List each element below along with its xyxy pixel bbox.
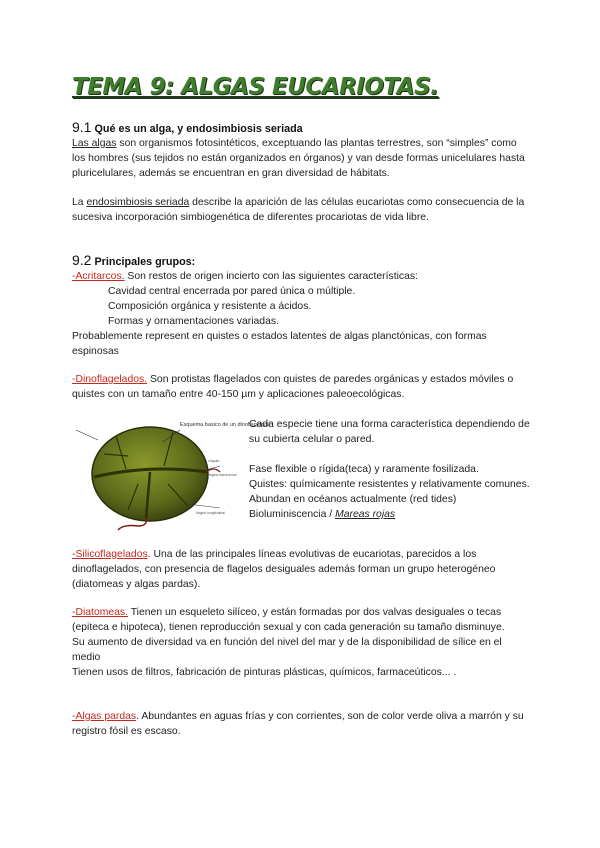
dinoflagelados-text: Son protistas flagelados con quistes de paredes orgánicas y estados móviles o quistes con un tamaño entre 40-150 µm y aplicaciones paleoecológicas. <box>72 374 514 400</box>
acritarcos-item: Composición orgánica y resistente a ácidos. <box>108 301 312 312</box>
term-dinoflagelados: -Dinoflagelados. <box>72 374 148 385</box>
dinoflagelados-features <box>249 417 539 522</box>
silicoflagelados-text: . Una de las principales líneas evolutivas de eucariotas, parecidos a los dinoflagelados, con presencia de flagelos desiguales además forman un grupo heterogéneo (diatomeas y algas pardas). <box>72 549 496 590</box>
section-number: 9.2 <box>72 252 92 268</box>
bioluminescence-text: Bioluminiscencia / <box>249 509 336 520</box>
acritarcos-block <box>72 269 532 359</box>
section-9-1-heading <box>72 119 303 135</box>
document-title: TEMA 9: ALGAS EUCARIOTAS. <box>72 74 439 100</box>
algas-pardas-text: . Abundantes en aguas frías y con corrientes, son de color verde oliva a marrón y su registro fósil es escaso. <box>72 711 524 737</box>
algae-definition-text: son organismos fotosintéticos, exceptuando las plantas terrestres, son “simples” como los hombres (sus tejidos no están organizados en órganos) y van desde formas unicelulares hasta pluricelulares, además se encuentran en gran diversidad de hábitats. <box>72 138 525 179</box>
feature-text: Quistes: químicamente resistentes y relativamente comunes. <box>249 479 530 490</box>
acritarcos-item: Cavidad central encerrada por pared única o múltiple. <box>108 286 356 297</box>
feature-text <box>249 507 539 522</box>
diatomeas-text: Tienen un esqueleto silíceo, y están formadas por dos valvas desiguales o tecas (epiteca e hipoteca), tienen reproducción sexual y con cada generación su tamaño disminuye. <box>72 607 505 633</box>
feature-text: Abundan en océanos actualmente (red tides) <box>249 494 457 505</box>
endosymbiosis-text: describe la aparición de las células eucariotas como consecuencia de la sucesiva incorporación simbiogenética de diferentes procariotas de vida libre. <box>72 197 525 223</box>
term-diatomeas: -Diatomeas. <box>72 607 129 618</box>
dinoflagellate-diagram <box>68 414 271 532</box>
diatomeas-diversity: Su aumento de diversidad va en función del nivel del mar y de la disponibilidad de sílice en el medio <box>72 637 502 663</box>
label-pointer <box>76 430 98 440</box>
term-endosimbiosis: endosimbiosis seriada <box>86 197 190 208</box>
diatomeas-paragraph <box>72 605 532 635</box>
algae-definition-paragraph <box>72 136 532 181</box>
section-title: Principales grupos: <box>94 256 196 268</box>
acritarcos-conclusion: Probablemente represent en quistes o estados latentes de algas planctónicas, con formas espinosas <box>72 331 487 357</box>
diagram-small-label: cíngulo <box>208 459 220 463</box>
term-algas-pardas: -Algas pardas <box>72 711 137 722</box>
endosymbiosis-prefix: La <box>72 197 87 208</box>
dinoflagelados-paragraph <box>72 372 532 402</box>
silicoflagelados-paragraph <box>72 547 532 592</box>
feature-text: Cada especie tiene una forma característica dependiendo de su cubierta celular o pared. <box>249 419 530 445</box>
diatomeas-block <box>72 605 532 680</box>
diagram-title-label: Esquema basico de un dinoflagelado <box>180 422 271 428</box>
acritarcos-text: Son restos de origen incierto con las siguientes características: <box>124 271 418 282</box>
diagram-small-label: flagelo transversal <box>208 473 237 477</box>
section-title: Qué es un alga, y endosimbiosis seriada <box>94 123 303 135</box>
endosymbiosis-paragraph <box>72 195 532 225</box>
term-acritarcos: -Acritarcos. <box>72 271 125 282</box>
term-las-algas: Las algas <box>72 138 117 149</box>
section-number: 9.1 <box>72 119 92 135</box>
acritarcos-item: Formas y ornamentaciones variadas. <box>108 316 279 327</box>
feature-text: Fase flexible o rígida(teca) y raramente fosilizada. <box>249 464 479 475</box>
algas-pardas-paragraph <box>72 709 532 739</box>
diatomeas-uses: Tienen usos de filtros, fabricación de pinturas plásticas, químicos, farmaceúticos... . <box>72 667 457 678</box>
section-9-2-heading <box>72 252 195 268</box>
term-mareas-rojas: Mareas rojas <box>335 509 396 520</box>
term-silicoflagelados: -Silicoflagelados <box>72 549 148 560</box>
diagram-small-label: flagelo longitudinal <box>196 511 225 515</box>
